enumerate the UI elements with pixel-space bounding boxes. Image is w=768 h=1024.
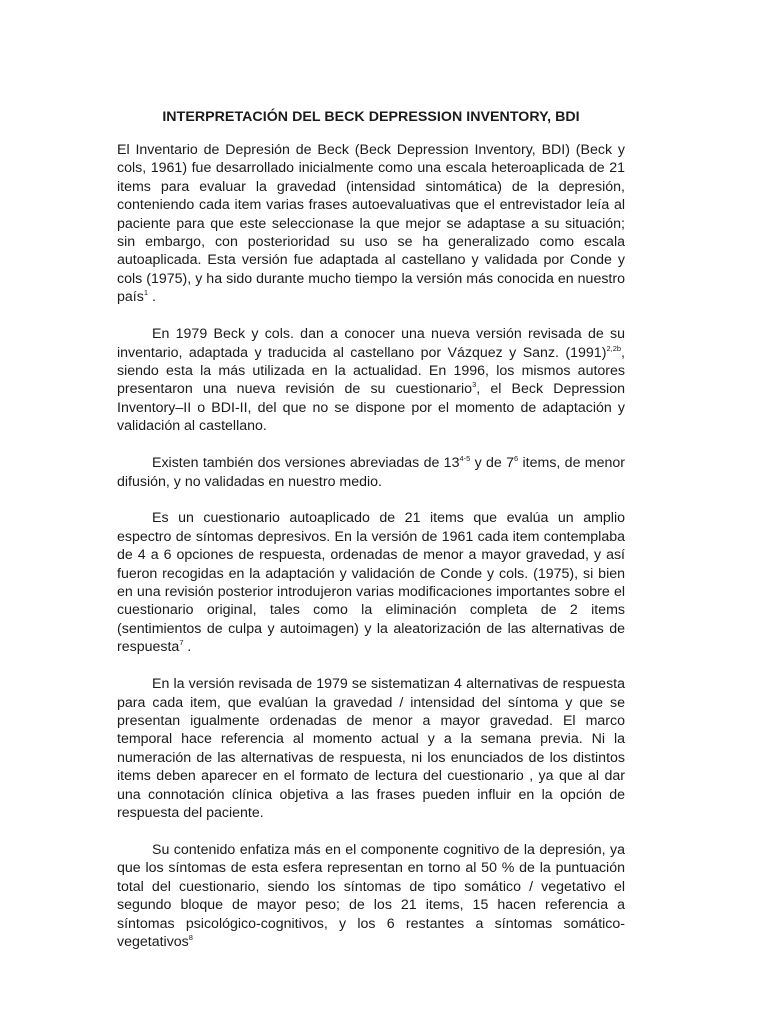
body-paragraph xyxy=(117,509,625,656)
document-title: INTERPRETACIÓN DEL BECK DEPRESSION INVENTORY, BDI xyxy=(162,109,580,125)
paragraph-text: Es un cuestionario autoaplicado de 21 items que evalúa un amplio espectro de síntomas depresivos. En la versión de 1961 cada item contemplaba de 4 a 6 opciones de respuesta, ordenadas de menor a mayor gravedad, y así fueron recogidas en la adaptación y validación de Conde y cols. (1975), si bien en una revisión posterior introdujeron varias modificaciones importantes sobre el cuestionario original, tales como la eliminación completa de 2 items (sentimientos de culpa y autoimagen) y la aleatorización de las alternativas de respuesta xyxy=(117,510,625,656)
document-body xyxy=(117,141,625,970)
body-paragraph xyxy=(117,841,625,951)
footnote-reference: 3 xyxy=(472,380,477,390)
footnote-reference: 8 xyxy=(188,932,193,942)
body-paragraph xyxy=(117,454,625,491)
paragraph-text: y de 7 xyxy=(470,455,515,472)
footnote-reference: 2,2b xyxy=(606,343,622,353)
footnote-reference: 7 xyxy=(179,638,184,648)
paragraph-text: , siendo esta la más utilizada en la actualidad. En 1996, los mismos autores presentaron una nueva revisión de su cuestionario xyxy=(117,344,625,398)
body-paragraph xyxy=(117,141,625,307)
body-paragraph xyxy=(117,675,625,822)
paragraph-text: . xyxy=(183,639,192,656)
paragraph-text: Existen también dos versiones abreviadas de 13 xyxy=(152,455,460,472)
paragraph-text: En 1979 Beck y cols. dan a conocer una nueva versión revisada de su inventario, adaptada y traducida al castellano por Vázquez y Sanz. (1991) xyxy=(117,326,625,361)
footnote-reference: 6 xyxy=(514,454,519,464)
paragraph-text: , el Beck Depression Inventory–II o BDI-II, del que no se dispone por el momento de adaptación y validación al castellano. xyxy=(117,381,625,435)
paragraph-text: . xyxy=(148,289,156,306)
paragraph-text: items, de menor difusión, y no validadas en nuestro medio. xyxy=(117,455,625,490)
footnote-reference: 1 xyxy=(143,288,148,298)
paragraph-text: Su contenido enfatiza más en el componente cognitivo de la depresión, ya que los síntomas de esta esfera representan en torno al 50 % de la puntuación total del cuestionario, siendo los síntomas de tipo somático / vegetativo el segundo bloque de mayor peso; de los 21 items, 15 hacen referencia a síntomas psicológico-cognitivos, y los 6 restantes a síntomas somático-vegetativos xyxy=(117,841,625,950)
body-paragraph xyxy=(117,325,625,435)
paragraph-text: El Inventario de Depresión de Beck (Beck Depression Inventory, BDI) (Beck y cols, 1961) fue desarrollado inicialmente como una escala heteroaplicada de 21 items para evaluar la gravedad (intensidad sintomática) de la depresión, conteniendo cada item varias frases autoevaluativas que el entrevistador leía al paciente para que este seleccionase la que mejor se adaptase a su situación; sin embargo, con posterioridad su uso se ha generalizado como escala autoaplicada. Esta versión fue adaptada al castellano y validada por Conde y cols (1975), y ha sido durante mucho tiempo la versión más conocida en nuestro país xyxy=(117,142,625,306)
paragraph-text: En la versión revisada de 1979 se sistematizan 4 alternativas de respuesta para cada item, que evalúan la gravedad / intensidad del síntoma y que se presentan igualmente ordenadas de menor a mayor gravedad. El marco temporal hace referencia al momento actual y a la semana previa. Ni la numeración de las alternativas de respuesta, ni los enunciados de los distintos items deben aparecer en el formato de lectura del cuestionario , ya que al dar una connotación clínica objetiva a las frases pueden influir en la opción de respuesta del paciente. xyxy=(117,676,625,821)
footnote-reference: 4-5 xyxy=(459,454,471,464)
